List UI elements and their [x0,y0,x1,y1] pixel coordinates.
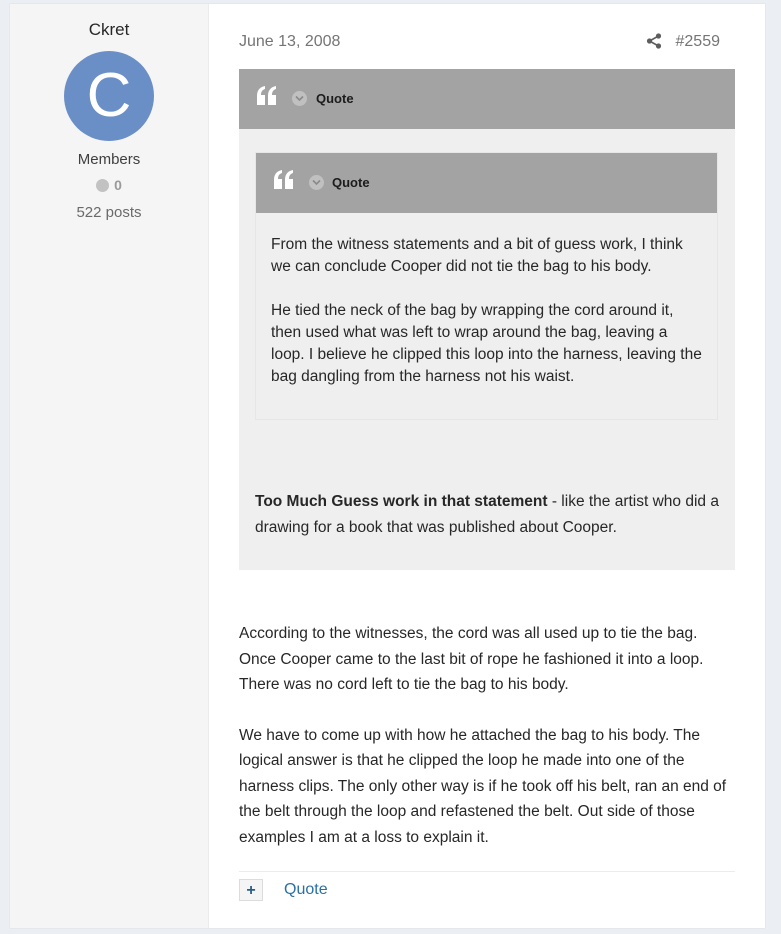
quote-inner-text [256,213,717,388]
quote-block-outer [239,69,735,570]
post-number[interactable]: #2559 [675,33,720,50]
quote-reply-text [255,489,725,541]
reputation-count: 0 [114,177,122,193]
author-name[interactable]: Ckret [88,20,130,39]
post-meta-right [646,33,721,54]
footer-divider [239,871,735,872]
quote-label: Quote [316,91,354,106]
share-icon[interactable] [646,33,662,54]
reputation-badge [10,177,208,193]
avatar[interactable]: C [64,51,154,141]
multiquote-add-button[interactable]: + [239,879,263,901]
post-count: 522 posts [76,204,142,221]
chevron-down-icon[interactable] [292,91,307,106]
author-panel [10,4,209,928]
quote-reply-bold: Too Much Guess work in that statement [255,493,548,510]
author-group: Members [77,151,141,168]
quote-header [256,153,717,213]
quote-mark-icon [272,169,296,196]
quote-header [239,69,735,129]
chevron-down-icon[interactable] [309,175,324,190]
forum-post [10,4,765,928]
quote-button[interactable]: Quote [284,881,328,898]
post-body [239,621,735,875]
quote-mark-icon [255,85,279,112]
reputation-dot-icon [96,179,109,192]
quote-paragraph: From the witness statements and a bit of guess work, I think we can conclude Cooper did not tie the bag to his body. [271,236,683,275]
quote-reply-rest: - like the artist who did a drawing for a book that was published about Cooper. [255,493,719,536]
post-paragraph: According to the witnesses, the cord was all used up to tie the bag. Once Cooper came to the last bit of rope he fashioned it into a loop. There was no cord left to tie the bag to his body. [239,625,704,693]
post-date[interactable]: June 13, 2008 [239,33,341,50]
post-paragraph: We have to come up with how he attached the bag to his body. The logical answer is that he clipped the loop he made into one of the harness clips. The only other way is if he took off his belt, ran an end of the belt through the loop and refastened the belt. Out side of those examples I am at a loss to explain it. [239,726,727,846]
quote-paragraph: He tied the neck of the bag by wrapping the cord around it, then used what was left to wrap around the bag, leaving a loop. I believe he clipped this loop into the harness, leaving the bag dangling from the harness not his waist. [271,302,702,385]
quote-label: Quote [332,175,370,190]
quote-block-inner [255,152,718,420]
